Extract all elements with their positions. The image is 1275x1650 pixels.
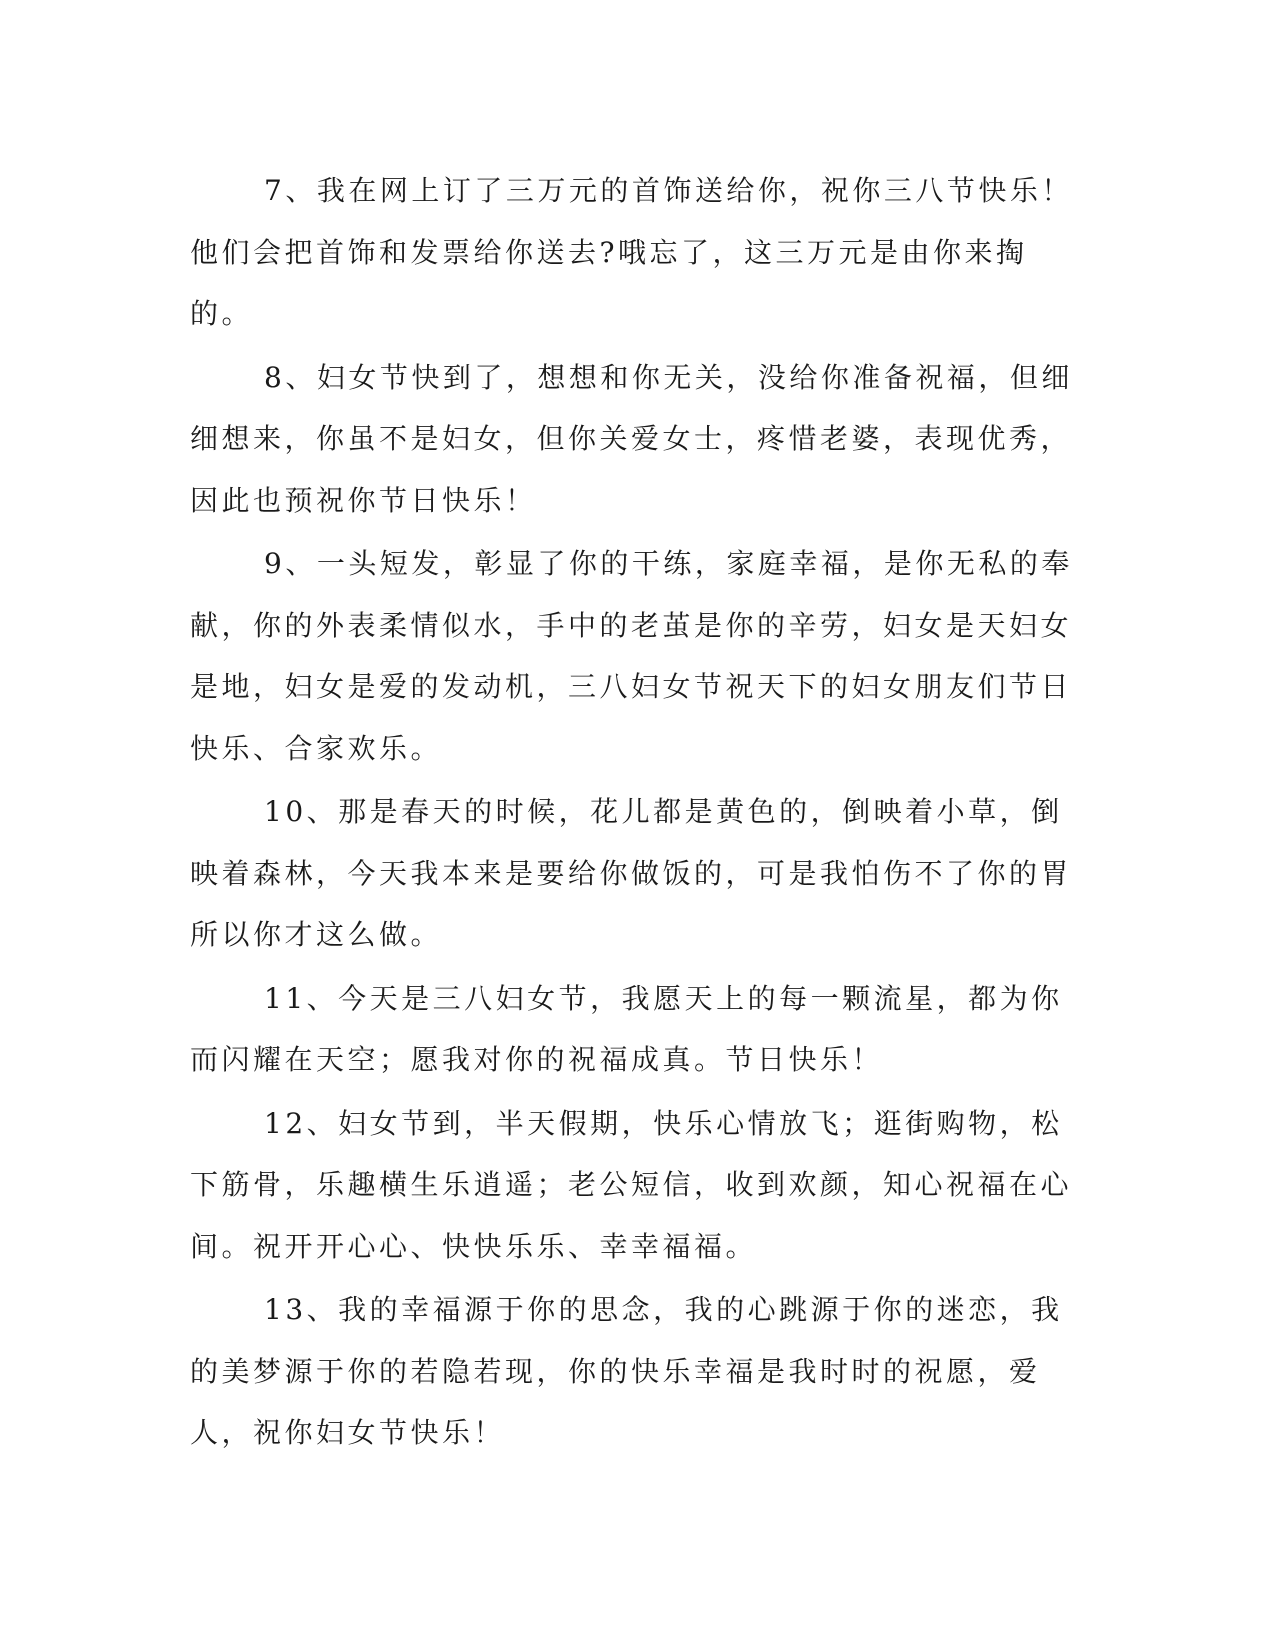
paragraph-9: 9、一头短发，彰显了你的干练，家庭幸福，是你无私的奉献，你的外表柔情似水，手中的老茧是你的辛劳，妇女是天妇女是地，妇女是爱的发动机，三八妇女节祝天下的妇女朋友们节日快乐、合家欢乐。 [190,547,1073,765]
paragraph-8: 8、妇女节快到了，想想和你无关，没给你准备祝福，但细细想来，你虽不是妇女，但你关爱女士，疼惜老婆，表现优秀，因此也预祝你节日快乐！ [190,360,1073,517]
paragraph-7: 7、我在网上订了三万元的首饰送给你，祝你三八节快乐！他们会把首饰和发票给你送去?哦忘了，这三万元是由你来掏的。 [190,174,1073,330]
paragraph-12: 12、妇女节到，半天假期，快乐心情放飞；逛街购物，松下筋骨，乐趣横生乐逍遥；老公短信，收到欢颜，知心祝福在心间。祝开开心心、快快乐乐、幸幸福福。 [190,1106,1073,1263]
document-body [190,160,1080,1466]
paragraph-10: 10、那是春天的时候，花儿都是黄色的，倒映着小草，倒映着森林，今天我本来是要给你做饭的，可是我怕伤不了你的胃所以你才这么做。 [190,795,1073,951]
paragraph-13: 13、我的幸福源于你的思念，我的心跳源于你的迷恋，我的美梦源于你的若隐若现，你的快乐幸福是我时时的祝愿，爱人，祝你妇女节快乐！ [190,1293,1063,1449]
paragraph-11: 11、今天是三八妇女节，我愿天上的每一颗流星，都为你而闪耀在天空；愿我对你的祝福成真。节日快乐！ [190,981,1063,1076]
